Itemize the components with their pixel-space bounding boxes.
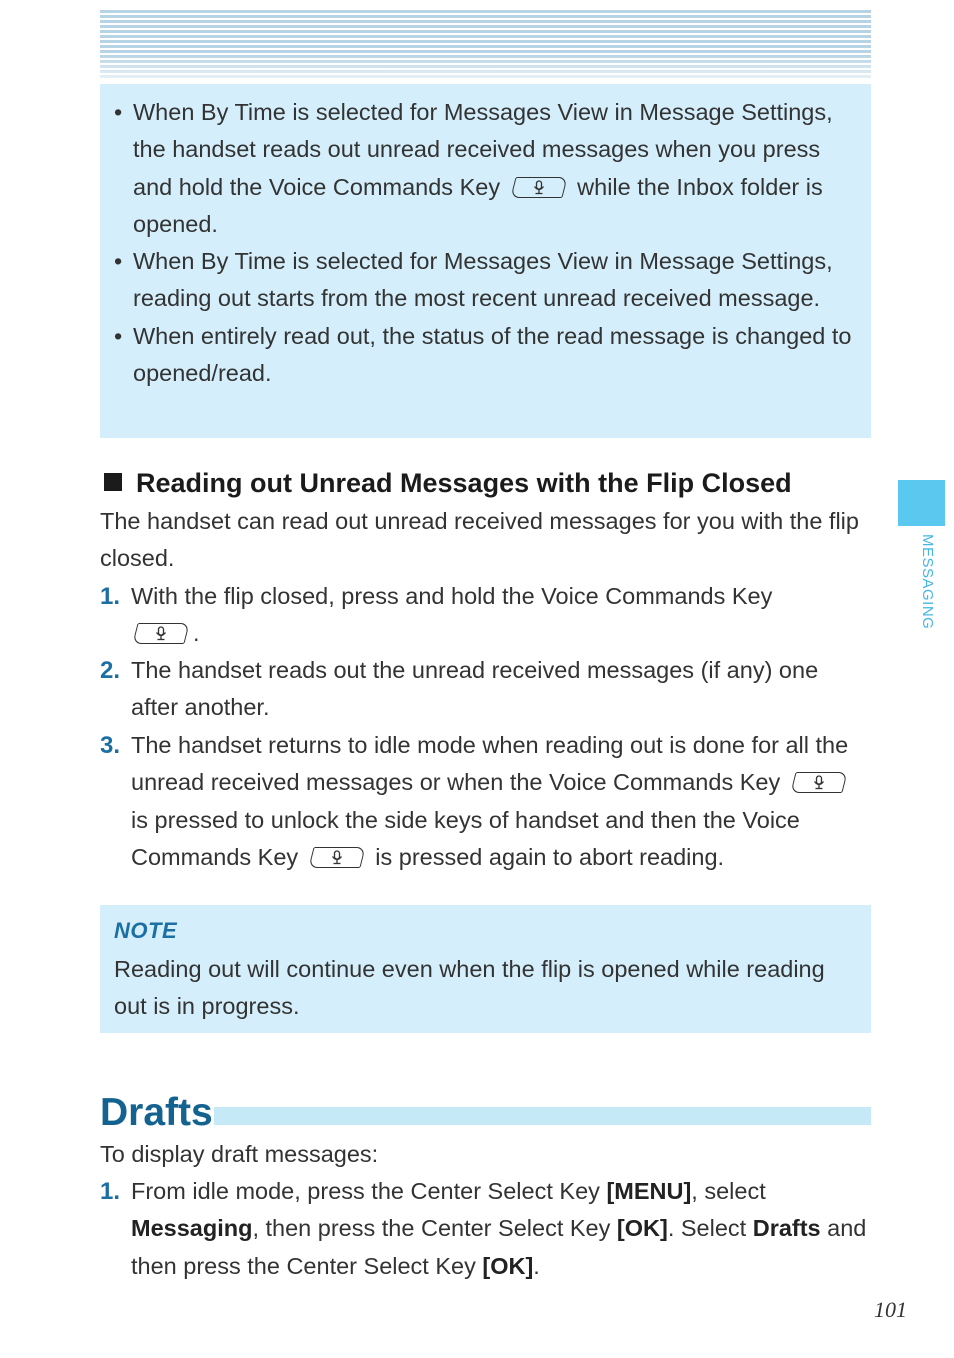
step-number: 1.: [100, 1178, 121, 1205]
info-box: [100, 84, 871, 438]
page-number: 101: [874, 1297, 907, 1322]
note-box: [100, 905, 871, 1033]
ok-key-label: [OK]: [616, 1215, 668, 1242]
step-number: 3.: [100, 732, 121, 759]
bullet-dot: •: [114, 248, 123, 275]
section-intro: The handset can read out unread received messages for you with the flip closed.: [100, 508, 859, 572]
voice-commands-key-icon: [790, 772, 847, 793]
messaging-menu-label: Messaging: [131, 1215, 253, 1242]
info-bullet: • When By Time is selected for Messages View in Message Settings, the handset reads out unread received messages when you press and hold the Voice Commands Key while the Inbox folder is opened.: [114, 94, 853, 243]
bullet-dot: •: [114, 99, 123, 125]
microphone-icon: [154, 626, 168, 641]
microphone-icon: [330, 850, 344, 865]
drafts-title: Drafts: [100, 1091, 213, 1134]
side-chapter-tab: [898, 480, 945, 526]
step-2: 2. The handset reads out the unread received messages (if any) one after another.: [100, 652, 870, 727]
drafts-menu-label: Drafts: [752, 1215, 821, 1242]
section-heading: Reading out Unread Messages with the Flip Closed: [100, 466, 792, 500]
menu-softkey-label: [MENU]: [606, 1178, 692, 1204]
step-number: 2.: [100, 657, 121, 684]
info-bullet: • When entirely read out, the status of the read message is changed to opened/read.: [114, 318, 853, 393]
black-square-icon: [104, 473, 122, 491]
drafts-title-underline: [214, 1107, 871, 1125]
step-3: 3. The handset returns to idle mode when reading out is done for all the unread received messages or when the Voice Commands Key is pressed to unlock the side keys of handset and then the Voice Commands Key is pressed again to abort reading.: [100, 727, 870, 876]
microphone-icon: [532, 180, 546, 195]
voice-commands-key-icon: [308, 847, 365, 868]
voice-commands-key-icon: [510, 177, 567, 198]
voice-commands-key-icon: [132, 623, 189, 644]
note-text: Reading out will continue even when the flip is opened while reading out is in progress.: [114, 956, 825, 1020]
drafts-intro: To display draft messages:: [100, 1141, 379, 1167]
microphone-icon: [812, 775, 826, 790]
info-bullet: • When By Time is selected for Messages View in Message Settings, reading out starts from the most recent unread received message.: [114, 243, 853, 318]
drafts-step-1: 1. From idle mode, press the Center Select Key [MENU], select Messaging, then press the Center Select Key [OK]. Select Drafts and then press the Center Select Key [OK].: [100, 1173, 870, 1285]
header-stripe-banner: [100, 10, 871, 80]
ok-key-label: [OK]: [482, 1252, 534, 1279]
note-title: NOTE: [114, 918, 178, 943]
step-number: 1.: [100, 583, 121, 610]
side-chapter-label: MESSAGING: [919, 534, 936, 630]
bullet-dot: •: [114, 322, 123, 349]
step-1: 1. With the flip closed, press and hold the Voice Commands Key .: [100, 578, 870, 653]
